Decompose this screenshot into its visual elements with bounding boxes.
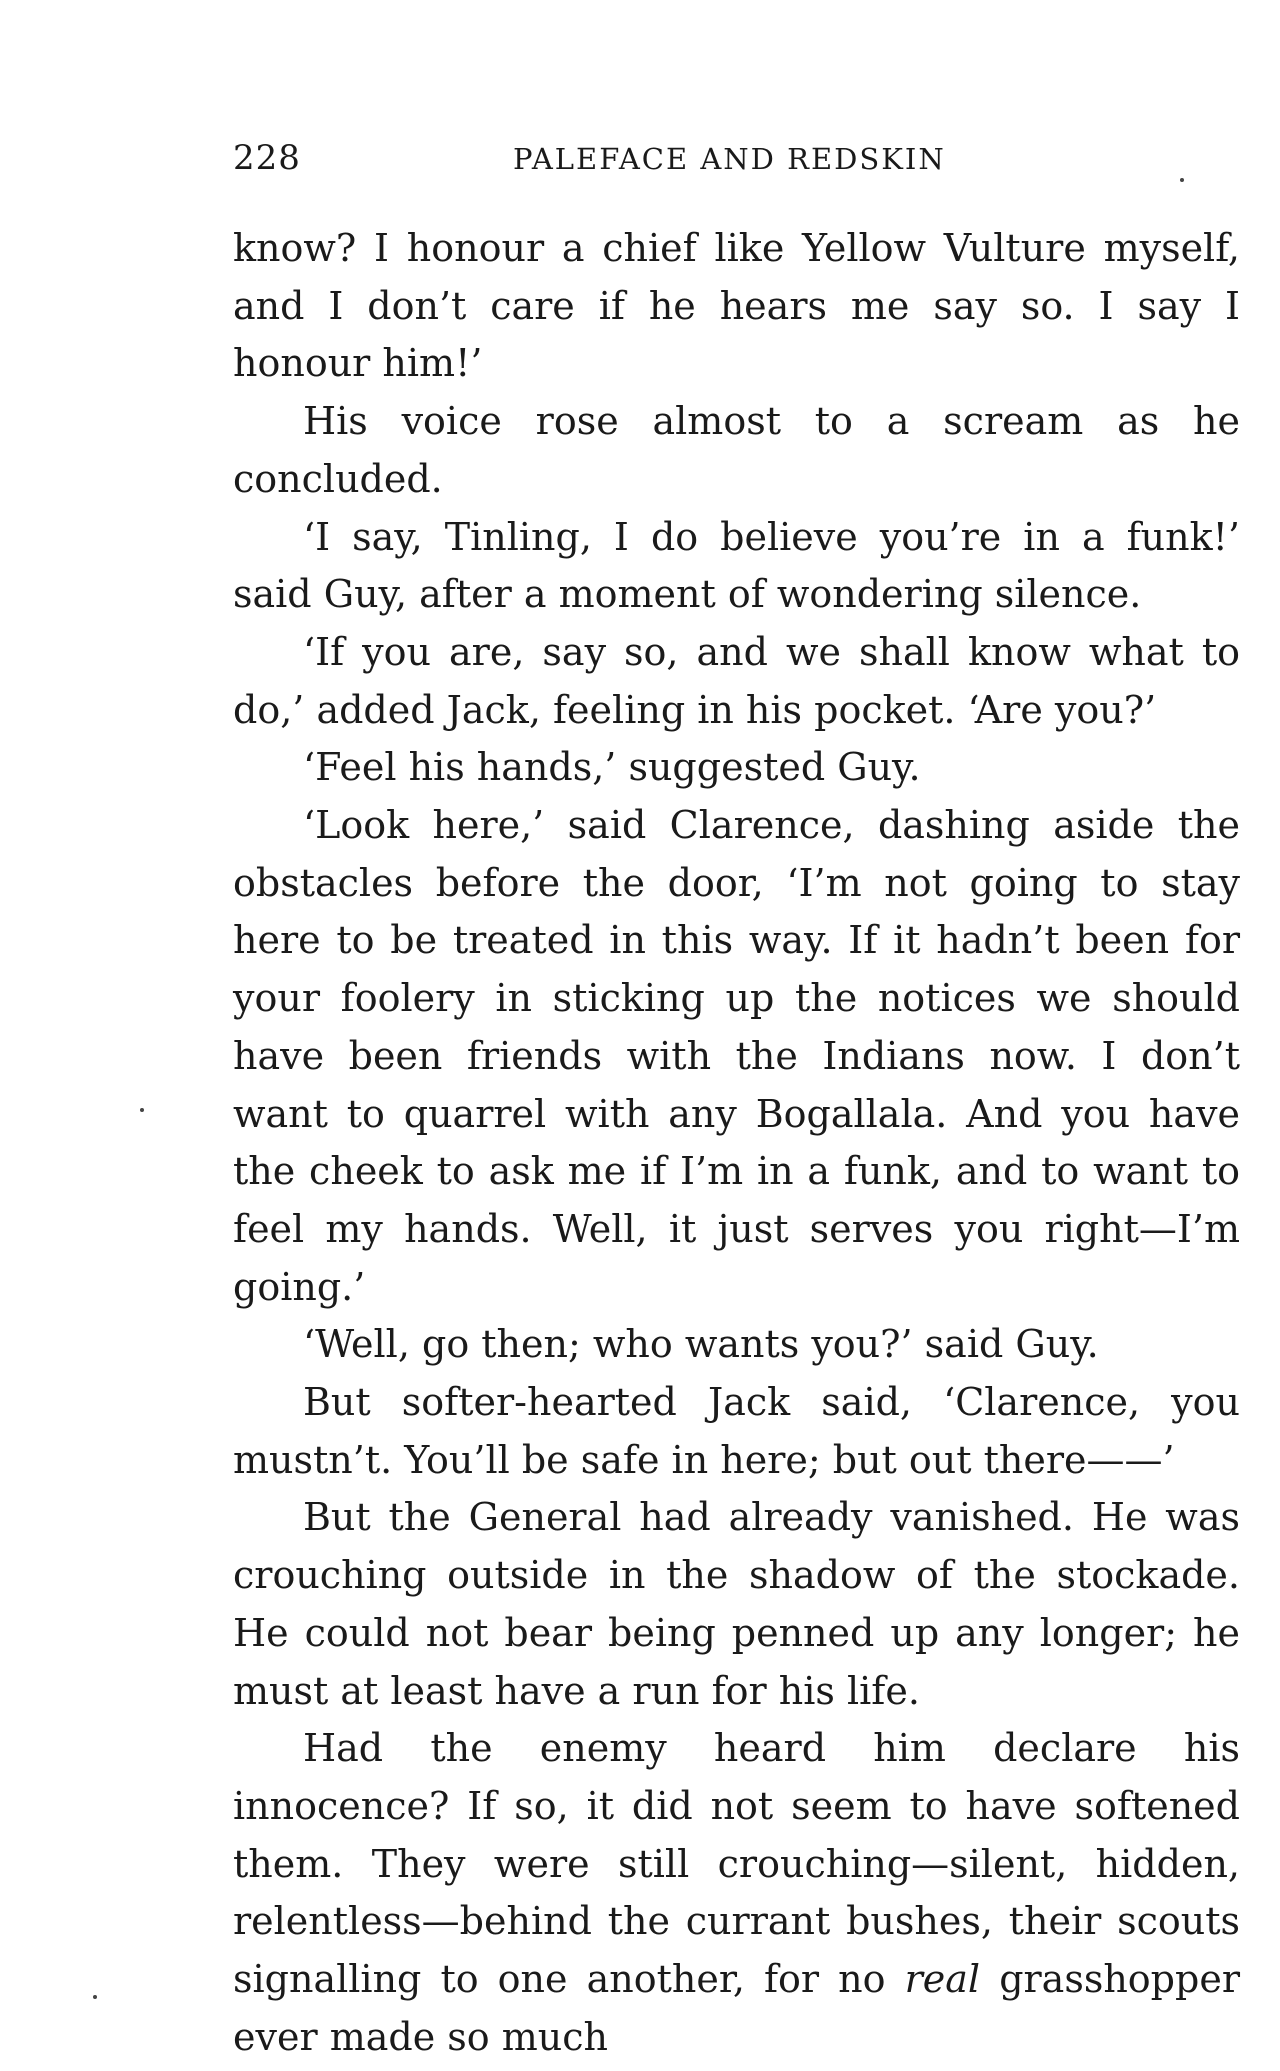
paragraph: ‘Well, go then; who wants you?’ said Guy.	[303, 1322, 1099, 1367]
paragraph: But softer-hearted Jack said, ‘Clarence, you mustn’t. You’ll be safe in here; but out there——’	[233, 1380, 1240, 1482]
paragraph: His voice rose almost to a scream as he concluded.	[233, 399, 1240, 501]
page-number: 228	[233, 138, 301, 178]
paragraph: ‘Look here,’ said Clarence, dashing aside the obstacles before the door, ‘I’m not going to stay here to be treated in this way. If it hadn’t been for your foolery in sticking up the notices we should have been friends with the Indians now. I don’t want to quarrel with any Bogallala. And you have the cheek to ask me if I’m in a funk, and to want to feel my hands. Well, it just serves you right—I’m going.’	[233, 803, 1240, 1309]
paragraph: But the General had already vanished. He was crouching outside in the shadow of the stockade. He could not bear being penned up any longer; he must at least have a run for his life.	[233, 1495, 1240, 1713]
print-speck	[93, 1995, 97, 1999]
print-speck	[1180, 178, 1184, 182]
italic-word: real	[904, 1957, 981, 2002]
page-header	[233, 138, 1240, 178]
running-title: PALEFACE AND REDSKIN	[513, 142, 946, 176]
paragraph: ‘If you are, say so, and we shall know what to do,’ added Jack, feeling in his pocket. ‘Are you?’	[233, 629, 1240, 732]
body-text	[233, 220, 1240, 2067]
paragraph: know? I honour a chief like Yellow Vulture myself, and I don’t care if he hears me say so. I say I honour him!’	[233, 226, 1240, 386]
paragraph: ‘I say, Tinling, I do believe you’re in a funk!’ said Guy, after a moment of wondering silence.	[233, 514, 1240, 617]
paragraph-text: Had the enemy heard him declare his innocence? If so, it did not seem to have softened them. They were still crouching—silent, hidden, relentless—behind the currant bushes, their scouts signalling to one another, for no	[233, 1726, 1240, 2002]
print-speck	[140, 1108, 144, 1112]
paragraph-text-continued: grasshopper ever made so much	[233, 1957, 1240, 2059]
paragraph: ‘Feel his hands,’ suggested Guy.	[303, 745, 921, 790]
paragraph-last	[233, 1720, 1240, 2066]
